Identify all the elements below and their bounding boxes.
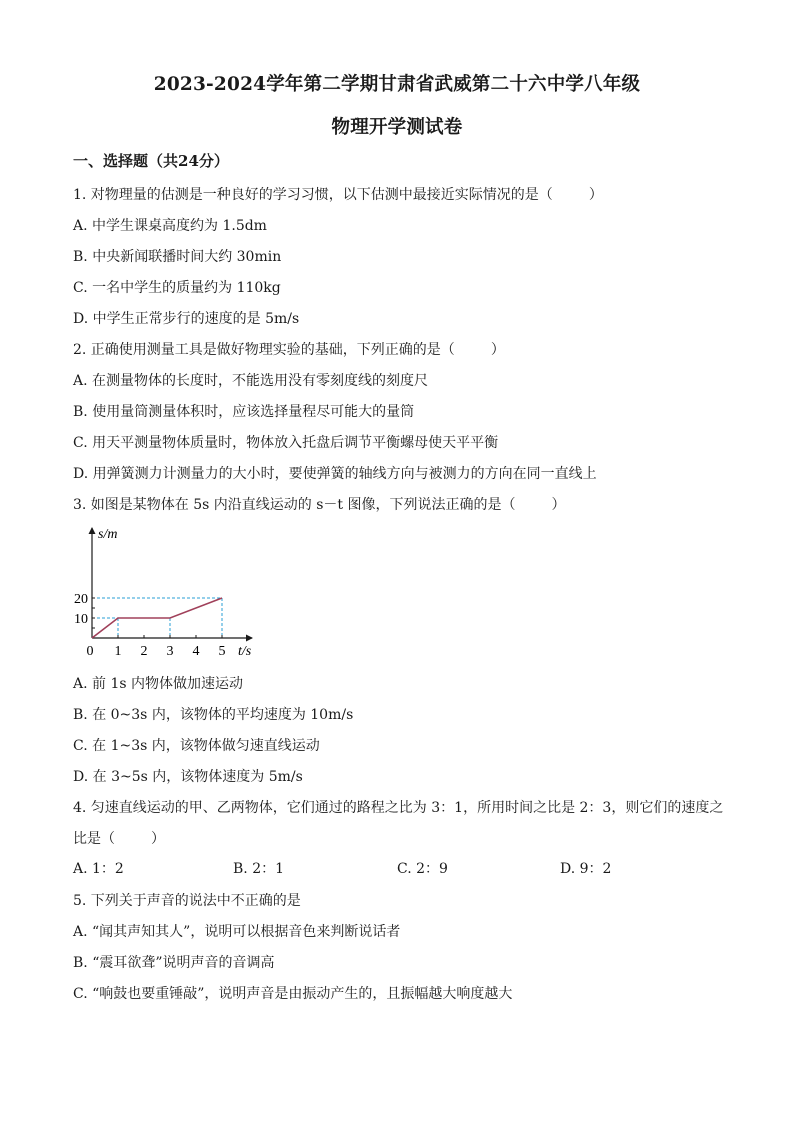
x-tick-label-4: 4 bbox=[192, 644, 200, 659]
chart-ticks bbox=[74, 592, 226, 659]
exam-title: 2023-2024学年第二学期甘肃省武威第二十六中学八年级 bbox=[153, 74, 641, 95]
question-3-text: 3. 如图是某物体在 5s 内沿直线运动的 s－t 图像，下列说法正确的是（ bbox=[73, 497, 516, 513]
section-heading: 一、选择题（共24分） bbox=[73, 152, 229, 170]
question-4-options bbox=[73, 858, 713, 878]
x-tick-label-2: 2 bbox=[140, 644, 148, 659]
question-2-option-b: B. 使用量筒测量体积时，应该选择量程尽可能大的量筒 bbox=[73, 404, 415, 420]
x-tick-label-1: 1 bbox=[114, 644, 122, 659]
question-1-option-b: B. 中央新闻联播时间大约 30min bbox=[73, 249, 282, 265]
question-1-option-a: A. 中学生课桌高度约为 1.5dm bbox=[73, 218, 267, 234]
s-t-graph bbox=[68, 520, 268, 665]
question-2-option-c: C. 用天平测量物体质量时，物体放入托盘后调节平衡螺母使天平平衡 bbox=[73, 435, 499, 451]
series-line bbox=[92, 598, 222, 638]
question-5-option-c: C. “响鼓也要重锤敲”，说明声音是由振动产生的，且振幅越大响度越大 bbox=[73, 986, 513, 1002]
question-1-text: 1. 对物理量的估测是一种良好的学习习惯，以下估测中最接近实际情况的是（ bbox=[73, 187, 553, 203]
question-4-option-d: D. 9：2 bbox=[560, 861, 612, 877]
y-tick-label-20: 20 bbox=[74, 592, 88, 607]
x-tick-label-5: 5 bbox=[218, 644, 226, 659]
question-2-option-a: A. 在测量物体的长度时，不能选用没有零刻度线的刻度尺 bbox=[73, 373, 429, 389]
question-1-paren-close: ） bbox=[588, 187, 603, 203]
x-tick-label-0: 0 bbox=[86, 644, 94, 659]
question-3-option-c: C. 在 1~3s 内，该物体做匀速直线运动 bbox=[73, 738, 320, 754]
question-2-option-d: D. 用弹簧测力计测量力的大小时，要使弹簧的轴线方向与被测力的方向在同一直线上 bbox=[73, 466, 597, 482]
question-4-option-a: A. 1：2 bbox=[73, 861, 124, 877]
question-2-paren-close: ） bbox=[490, 342, 505, 358]
question-1-option-d: D. 中学生正常步行的速度的是 5m/s bbox=[73, 311, 300, 327]
question-4-option-b: B. 2：1 bbox=[233, 861, 285, 877]
question-3-option-d: D. 在 3~5s 内，该物体速度为 5m/s bbox=[73, 769, 303, 785]
question-5-option-b: B. “震耳欲聋”说明声音的音调高 bbox=[73, 955, 275, 971]
x-axis-label: t/s bbox=[238, 644, 252, 659]
x-tick-label-3: 3 bbox=[166, 644, 174, 659]
question-4-paren-close: ） bbox=[151, 831, 165, 847]
question-3-option-a: A. 前 1s 内物体做加速运动 bbox=[73, 676, 244, 692]
question-5-stem: 5. 下列关于声音的说法中不正确的是 bbox=[73, 893, 301, 909]
question-4-text: 比是（ bbox=[73, 831, 115, 847]
question-3-stem bbox=[73, 494, 566, 514]
question-4-stem-line2 bbox=[73, 828, 165, 848]
y-tick-label-10: 10 bbox=[74, 612, 88, 627]
question-2-text: 2. 正确使用测量工具是做好物理实验的基础，下列正确的是（ bbox=[73, 342, 455, 358]
question-4-option-c: C. 2：9 bbox=[397, 861, 448, 877]
y-axis-label: s/m bbox=[98, 527, 118, 542]
question-5-option-a: A. “闻其声知其人”，说明可以根据音色来判断说话者 bbox=[73, 924, 401, 940]
question-1-option-c: C. 一名中学生的质量约为 110kg bbox=[73, 280, 281, 296]
question-1-stem bbox=[73, 184, 603, 204]
question-3-paren-close: ） bbox=[551, 497, 566, 513]
exam-subtitle: 物理开学测试卷 bbox=[331, 117, 463, 138]
question-3-option-b: B. 在 0~3s 内，该物体的平均速度为 10m/s bbox=[73, 707, 354, 723]
question-2-stem bbox=[73, 339, 505, 359]
question-4-stem-line1: 4. 匀速直线运动的甲、乙两物体，它们通过的路程之比为 3：1，所用时间之比是 2：3，则它们的速度之 bbox=[73, 800, 724, 816]
